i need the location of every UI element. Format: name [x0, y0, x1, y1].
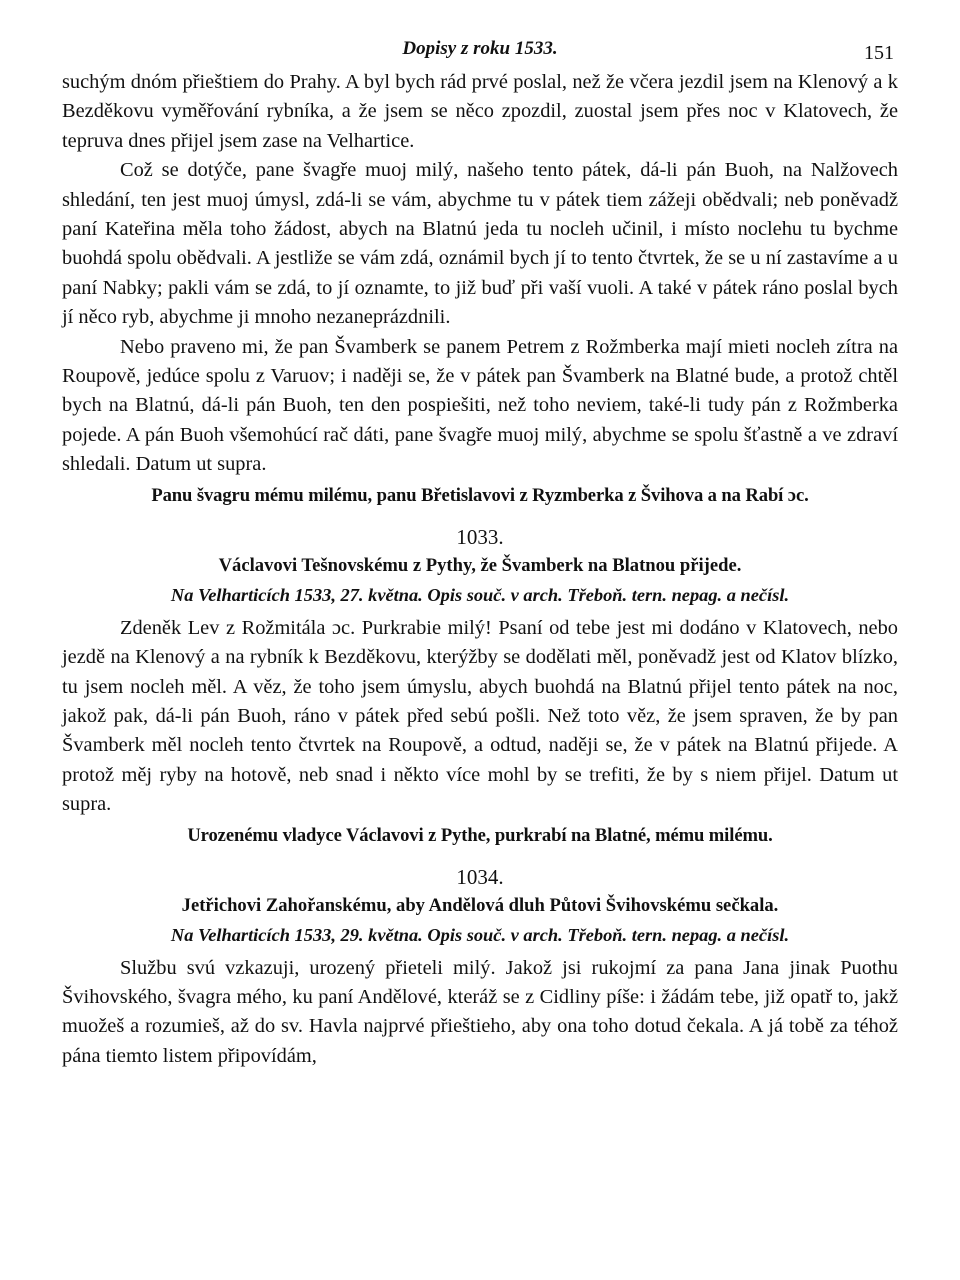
paragraph: Nebo praveno mi, že pan Švamberk se panem Petrem z Rožmberka mají mieti nocleh zítra na Roupově, jedúce spolu z Varuov; i naději se, že v pátek pan Švamberk na Blatné bude, a protož chtěl bych na Blatnú, dá-li pán Buoh, ten den pospiešiti, než toho neviem, také-li tudy pán z Rožmberka pojede. A pán Buoh všemohúcí rač dáti, pane švagře muoj milý, abychme se spolu šťastně a ve zdraví shledali. Datum ut supra.	[62, 335, 898, 476]
letter-entry	[62, 862, 898, 1072]
entry-source: Na Velharticích 1533, 29. května. Opis souč. v arch. Třeboň. tern. nepag. a nečísl.	[170, 924, 790, 945]
entry-source: Na Velharticích 1533, 27. května. Opis souč. v arch. Třeboň. tern. nepag. a nečísl.	[170, 584, 790, 605]
letter-address: Urozenému vladyce Václavovi z Pythe, purkrabí na Blatné, mému milému.	[187, 824, 773, 846]
letter-body: Službu svú vzkazuji, urozený přieteli milý. Jakož jsi rukojmí za pana Jana jinak Puothu Švihovského, švagra mého, ku paní Andělové, kteráž se z Cidliny píše: i žádám tebe, již opatř to, jakž muožeš a rozumieš, až do sv. Havla najprvé přieštieho, aby ona toho dotud čekala. A já tobě za téhož pána tiemto listem připovídám,	[62, 956, 898, 1067]
paragraph-continued: suchým dnóm přieštiem do Prahy. A byl bych rád prvé poslal, než že včera jezdil jsem na Klenový a k Bezděkovu vyměřování rybníka, a že jsem se něco zpozdil, zuostal jsem přes noc v Klatovech, že tepruva dnes přijel jsem zase na Velhartice.	[62, 71, 898, 152]
running-header	[62, 34, 898, 68]
letter-body: Zdeněk Lev z Rožmitála ɔc. Purkrabie milý! Psaní od tebe jest mi dodáno v Klatovech, nebo jezdě na Klenový a na rybník k Bezděkovu, kterýžby se dodělati měl, poněvadž jest od Klatov blízko, tu jsem nocleh měl. A věz, že toho jsem úmyslu, abych buohdá na Blatnú přijel tento pátek na noc, jakož pak, dá-li pán Buoh, ráno v pátek před sebú pošli. Než toto věz, že jsem spraven, že by pan Švamberk měl nocleh tento čtvrtek na Roupově, a odtud, naději se, že v pátek na Blatnú přijede. A protož měj ryby na hotově, neb snad i někto více mohl by se trefiti, že by s niem přijel. Datum ut supra.	[62, 616, 898, 816]
letter-address: Panu švagru mému milému, panu Břetislavovi z Ryzmberka z Švihova a na Rabí ɔc.	[151, 484, 809, 506]
entry-number: 1034.	[456, 864, 504, 889]
entry-title: Václavovi Tešnovskému z Pythy, že Švamberk na Blatnou přijede.	[218, 554, 742, 576]
page-number: 151	[864, 42, 894, 64]
paragraph: Což se dotýče, pane švagře muoj milý, našeho tento pátek, dá-li pán Buoh, na Nalžovech shledání, ten jest muoj úmysl, zdá-li se vám, abychme tu v pátek tiem zážeji obědvali; neb poněvadž paní Kateřina měla toho žádost, abych na Blatnú jeda tu nocleh učinil, i místo noclehu tu bychme buohdá spolu obědvali. A jestliže se vám zdá, oznámil bych jí to tento čtvrtek, že se u ní zastavíme a u paní Nabky; pakli vám se zdá, to jí oznamte, to již buď při vaší vuoli. A také v pátek ráno poslal bych jí něco ryb, abychme ji mnoho nezaneprázdnili.	[62, 159, 898, 329]
document-page	[62, 34, 898, 1071]
entry-number: 1033.	[456, 524, 504, 549]
running-title: Dopisy z roku 1533.	[402, 38, 558, 59]
entry-title: Jetřichovi Zahořanskému, aby Andělová dluh Půtovi Švihovskému sečkala.	[181, 894, 779, 916]
letter-entry	[62, 522, 898, 850]
